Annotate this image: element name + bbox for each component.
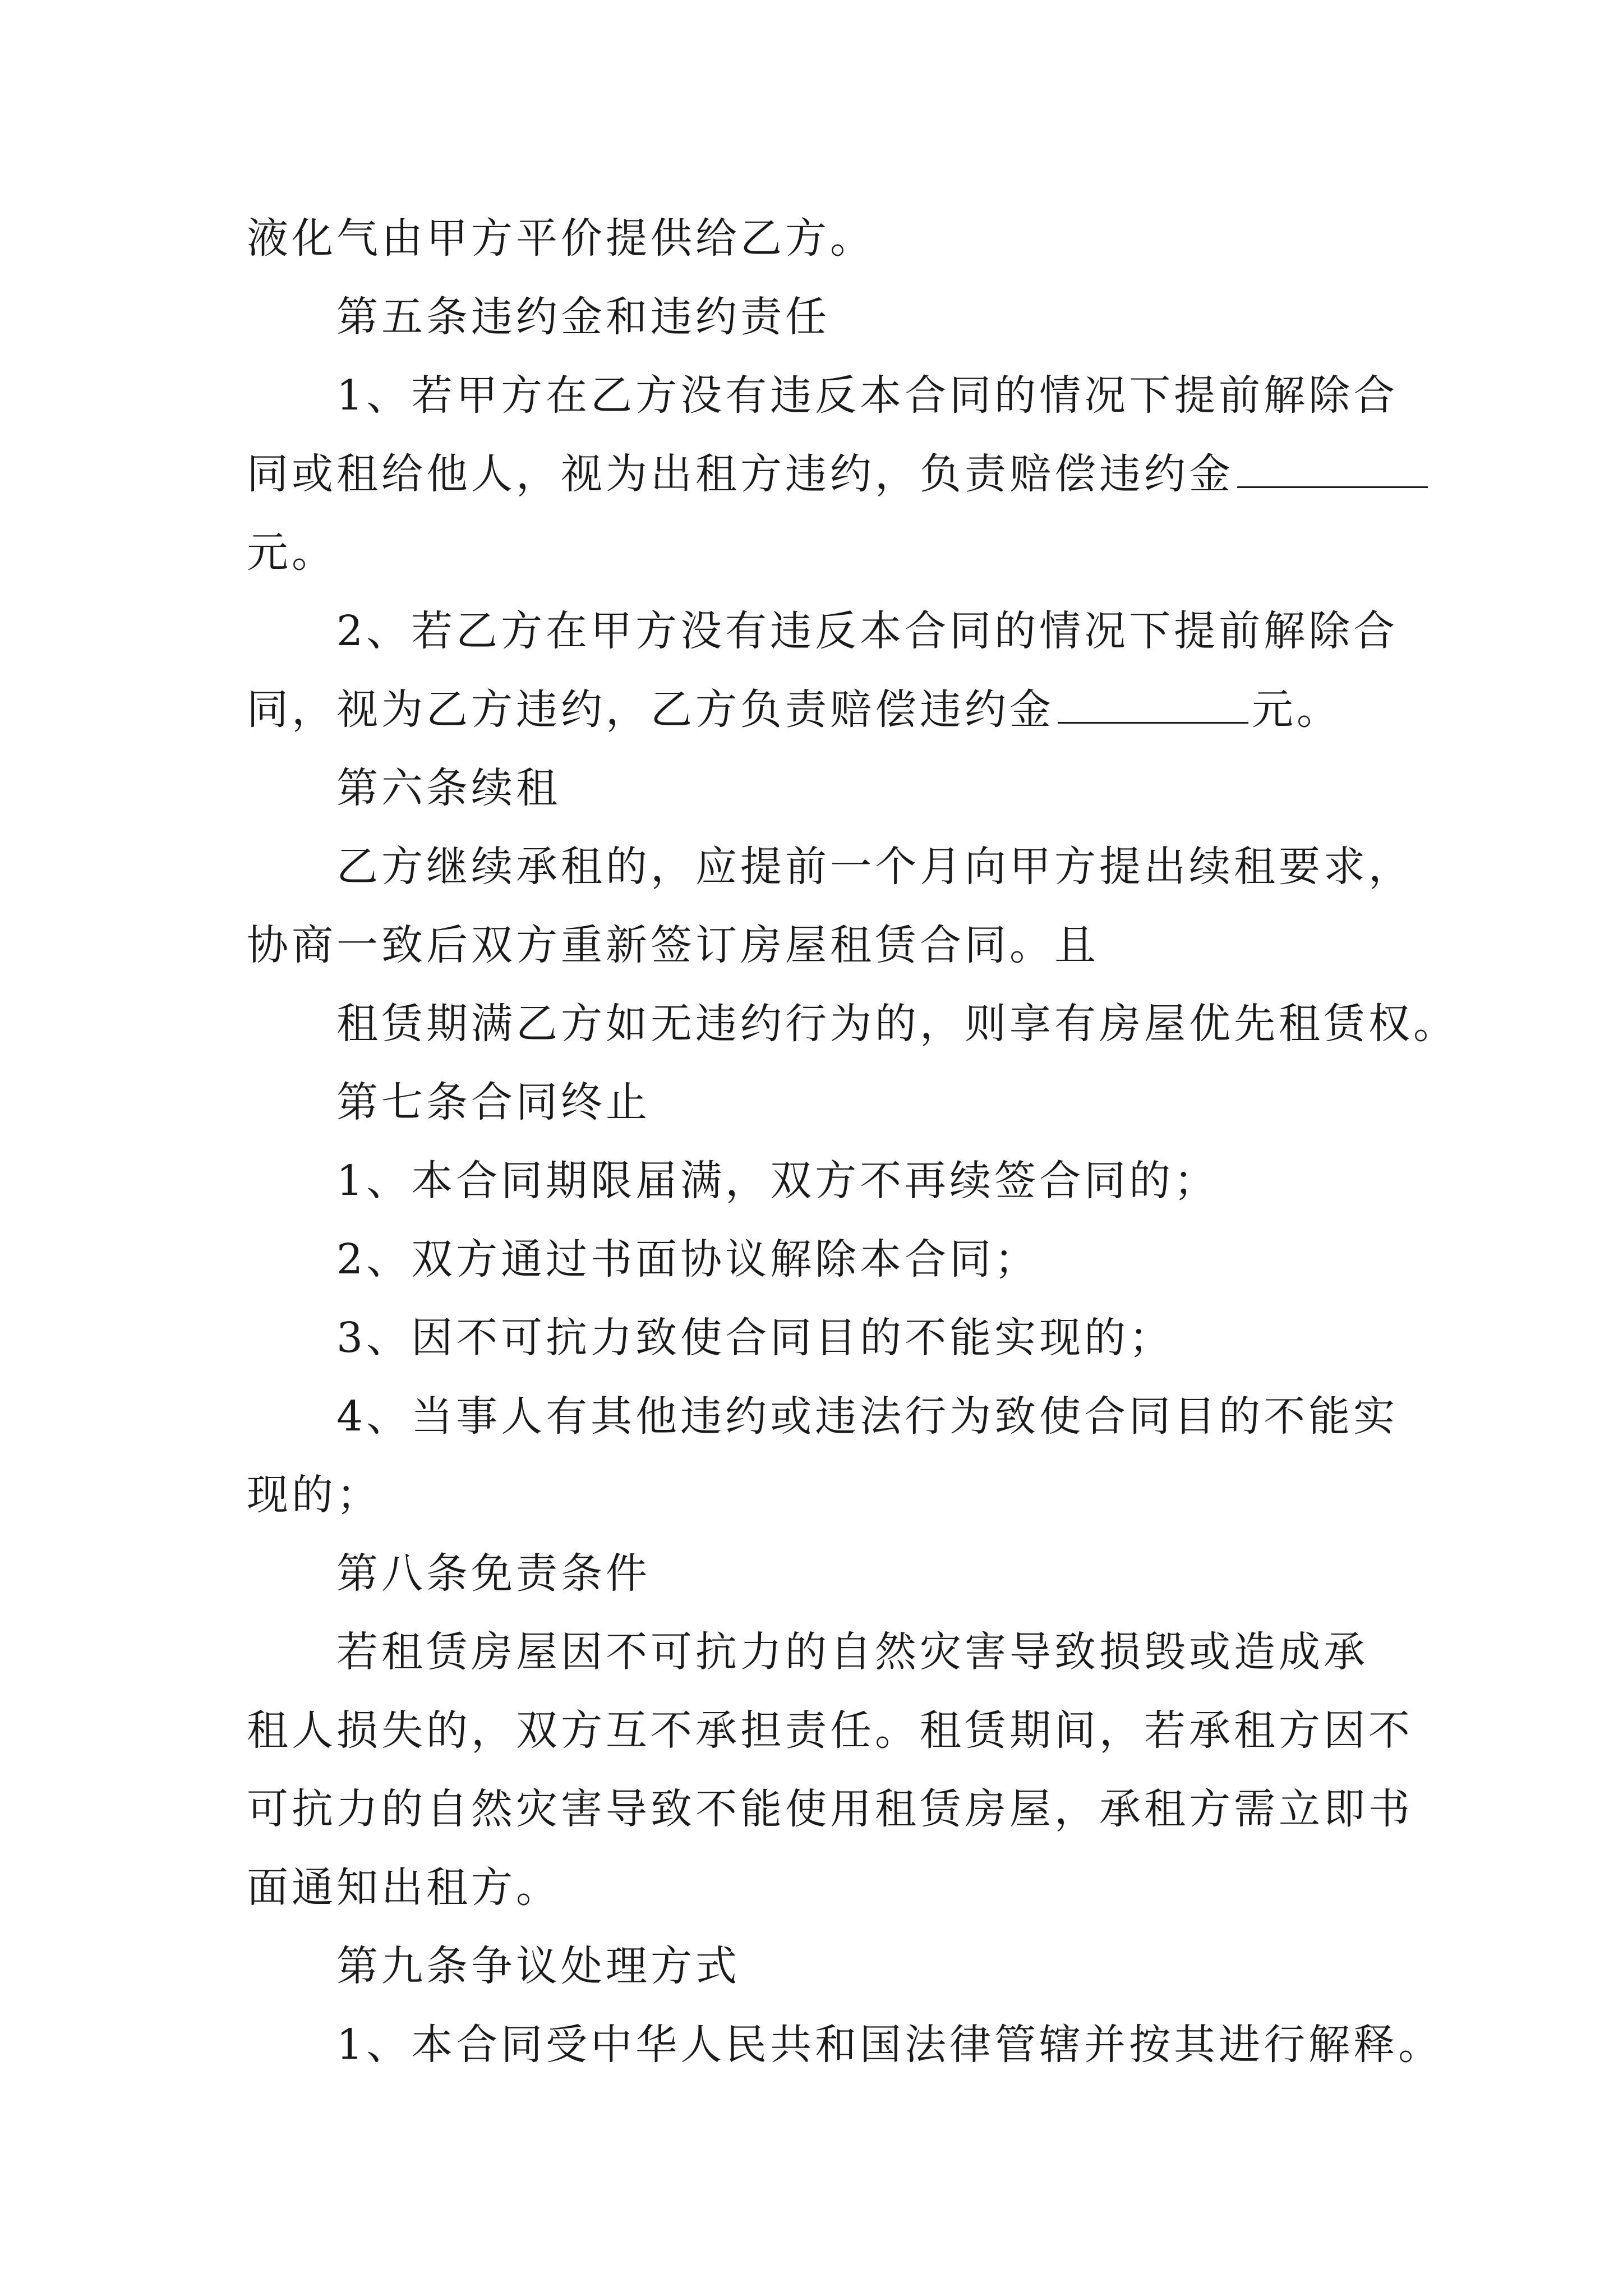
paragraph-line: 若租赁房屋因不可抗力的自然灾害导致损毁或造成承 bbox=[336, 1628, 1368, 1676]
paragraph-line bbox=[247, 446, 1424, 502]
paragraph-line: 租人损失的，双方互不承担责任。租赁期间，若承租方因不 bbox=[247, 1706, 1413, 1755]
article-heading: 第九条争议处理方式 bbox=[336, 1942, 740, 1990]
article-heading: 第五条违约金和违约责任 bbox=[336, 293, 830, 341]
paragraph-line bbox=[247, 682, 1424, 738]
article-heading: 第七条合同终止 bbox=[336, 1078, 651, 1126]
paragraph-line: 协商一致后双方重新签订房屋租赁合同。且 bbox=[247, 921, 1099, 969]
paragraph-line: 1、本合同受中华人民共和国法律管辖并按其进行解释。 bbox=[336, 2021, 1444, 2069]
paragraph-line: 液化气由甲方平价提供给乙方。 bbox=[247, 214, 875, 263]
paragraph-line: 可抗力的自然灾害导致不能使用租赁房屋，承租方需立即书 bbox=[247, 1785, 1413, 1833]
line-text: 同或租给他人，视为出租方违约，负责赔偿违约金 bbox=[247, 450, 1234, 498]
fill-in-blank bbox=[1058, 683, 1248, 724]
paragraph-line: 3、因不可抗力致使合同目的不能实现的； bbox=[336, 1314, 1174, 1362]
line-text: 同，视为乙方违约，乙方负责赔偿违约金 bbox=[247, 685, 1054, 734]
line-suffix: 元。 bbox=[1252, 685, 1341, 734]
paragraph-line: 租赁期满乙方如无违约行为的，则享有房屋优先租赁权。 bbox=[336, 1000, 1458, 1048]
paragraph-line: 4、当事人有其他违约或违法行为致使合同目的不能实 bbox=[336, 1392, 1399, 1441]
paragraph-line: 面通知出租方。 bbox=[247, 1864, 561, 1912]
paragraph-line: 1、本合同期限届满，双方不再续签合同的； bbox=[336, 1157, 1219, 1205]
paragraph-line: 1、若甲方在乙方没有违反本合同的情况下提前解除合 bbox=[336, 371, 1399, 420]
paragraph-line: 乙方继续承租的，应提前一个月向甲方提出续租要求， bbox=[336, 843, 1413, 891]
fill-in-blank bbox=[1237, 447, 1428, 488]
paragraph-line: 现的； bbox=[247, 1471, 381, 1519]
paragraph-line: 2、若乙方在甲方没有违反本合同的情况下提前解除合 bbox=[336, 607, 1399, 655]
paragraph-line: 元。 bbox=[247, 528, 336, 577]
article-heading: 第六条续租 bbox=[336, 764, 561, 812]
article-heading: 第八条免责条件 bbox=[336, 1549, 651, 1598]
paragraph-line: 2、双方通过书面协议解除本合同； bbox=[336, 1235, 1040, 1283]
